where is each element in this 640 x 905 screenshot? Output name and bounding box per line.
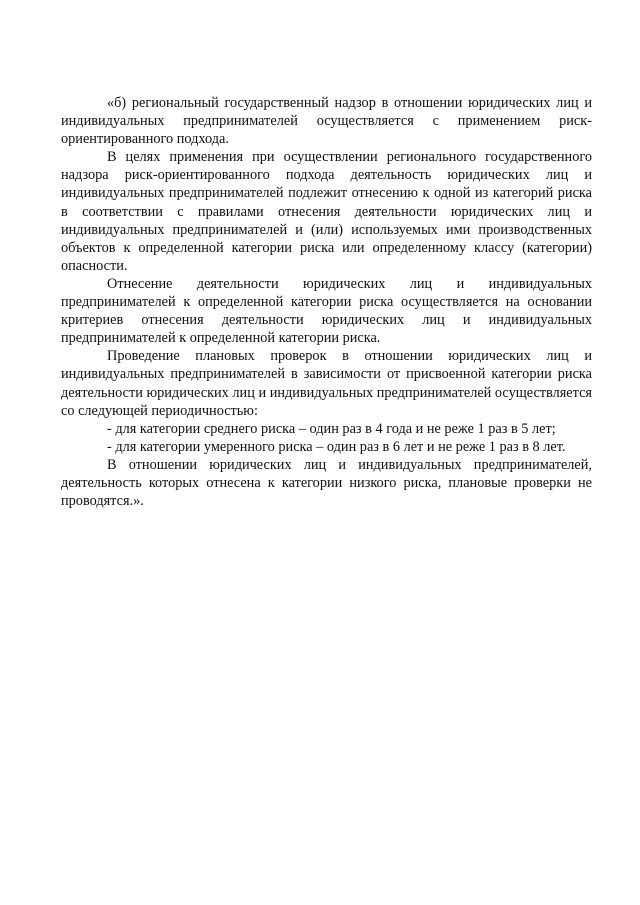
paragraph-regional-supervision: «б) региональный государственный надзор в отношении юридических лиц и индивидуальных предпринимателей осуществляется с применением риск-ориентированного подхода.: [61, 95, 592, 148]
paragraph-inspection-schedule: Проведение плановых проверок в отношении юридических лиц и индивидуальных предпринимателей в зависимости от присвоенной категории риска деятельности юридических лиц и индивидуальных предпринимателей осуществляется со следующей периодичностью:: [61, 348, 592, 419]
document-body: [61, 94, 592, 510]
paragraph-risk-approach: В целях применения при осуществлении регионального государственного надзора риск-ориентированного подхода деятельность юридических лиц и индивидуальных предпринимателей подлежит отнесению к одной из категорий риска в соответствии с правилами отнесения деятельности юридических лиц и индивидуальных предпринимателей и (или) используемых ими производственных объектов к определенной категории риска или определенному классу (категории) опасности.: [61, 149, 592, 274]
list-item-medium-risk: - для категории среднего риска – один раз в 4 года и не реже 1 раз в 5 лет;: [107, 420, 556, 437]
paragraph-low-risk: В отношении юридических лиц и индивидуальных предпринимателей, деятельность которых отнесена к категории низкого риска, плановые проверки не проводятся.».: [61, 456, 592, 510]
paragraph-risk-assignment: Отнесение деятельности юридических лиц и индивидуальных предпринимателей к определенной категории риска осуществляется на основании критериев отнесения деятельности юридических лиц и индивидуальных предпринимателей к определенной категории риска.: [61, 275, 592, 347]
list-item-moderate-risk: - для категории умеренного риска – один раз в 6 лет и не реже 1 раз в 8 лет.: [107, 438, 566, 455]
